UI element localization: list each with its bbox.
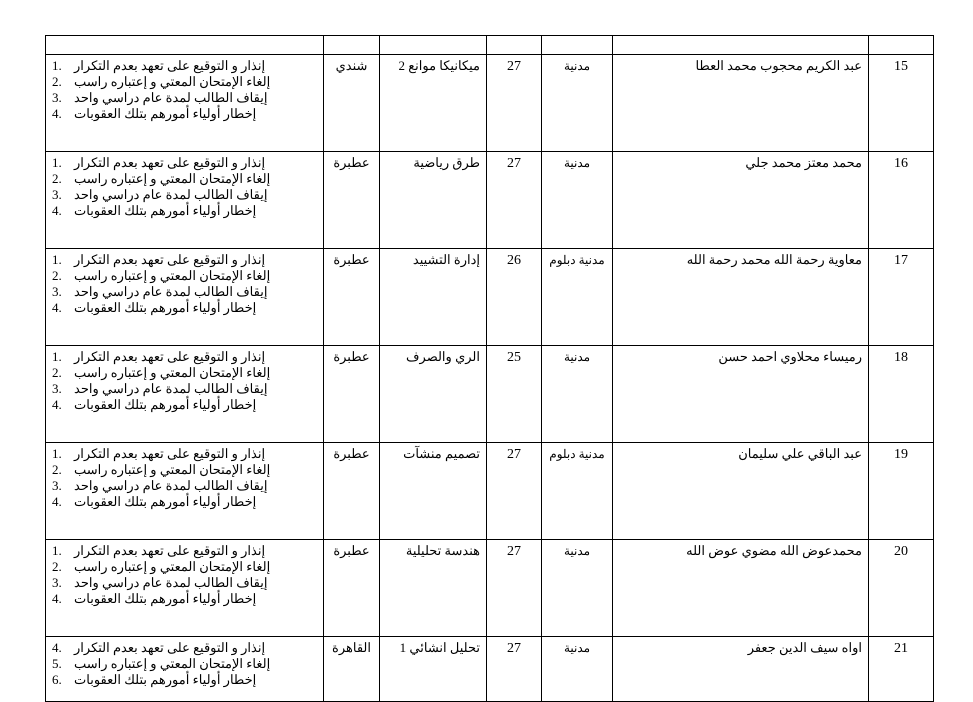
penalty-text: إنذار و التوقيع على تعهد بعدم التكرار [74,155,266,170]
penalty-text: إلغاء الإمتحان المعتي و إعتباره راسب [74,268,271,283]
program-type: مدنية [542,540,613,637]
penalties-cell [46,443,324,540]
penalty-number: 3. [52,575,62,590]
penalty-number: 2. [52,74,62,89]
score: 27 [487,443,542,540]
exam-center: عطبرة [324,443,380,540]
penalty-text: إيقاف الطالب لمدة عام دراسي واحد [74,90,268,105]
penalties-cell [46,152,324,249]
penalty-text: إلغاء الإمتحان المعتي و إعتباره راسب [74,559,271,574]
penalty-item [52,284,267,300]
penalty-item [52,74,270,90]
row-number: 19 [869,443,934,540]
penalty-item [52,656,270,672]
penalty-item [52,381,267,397]
table-row [46,443,934,540]
row-number: 20 [869,540,934,637]
penalty-item [52,365,270,381]
penalties-list [52,543,315,607]
penalty-item [52,90,267,106]
penalties-list [52,640,315,688]
row-number: 15 [869,55,934,152]
student-name: معاوية رحمة الله محمد رحمة الله [613,249,869,346]
exam-center: شندي [324,55,380,152]
penalty-number: 2. [52,559,62,574]
penalty-text: إلغاء الإمتحان المعتي و إعتباره راسب [74,74,271,89]
penalty-text: إنذار و التوقيع على تعهد بعدم التكرار [74,349,266,364]
penalty-number: 1. [52,446,62,461]
penalty-text: إيقاف الطالب لمدة عام دراسي واحد [74,284,268,299]
penalty-number: 4. [52,640,62,655]
penalty-text: إلغاء الإمتحان المعتي و إعتباره راسب [74,171,271,186]
penalties-cell [46,249,324,346]
student-name: عبد الكريم محجوب محمد العطا [613,55,869,152]
table-header-row [46,36,934,55]
penalty-number: 3. [52,187,62,202]
penalty-text: إخطار أولياء أمورهم بتلك العقوبات [74,300,257,315]
penalty-number: 3. [52,90,62,105]
penalties-cell [46,55,324,152]
penalty-item [52,672,256,688]
penalty-item [52,397,256,413]
penalty-number: 1. [52,155,62,170]
penalty-text: إخطار أولياء أمورهم بتلك العقوبات [74,494,257,509]
subject: هندسة تحليلية [380,540,487,637]
penalty-number: 2. [52,462,62,477]
subject: إدارة التشييد [380,249,487,346]
penalty-number: 4. [52,397,62,412]
penalty-text: إنذار و التوقيع على تعهد بعدم التكرار [74,58,266,73]
penalty-text: إلغاء الإمتحان المعتي و إعتباره راسب [74,365,271,380]
score: 26 [487,249,542,346]
exam-center: عطبرة [324,249,380,346]
penalty-number: 3. [52,381,62,396]
penalty-number: 4. [52,300,62,315]
program-type: مدنية [542,55,613,152]
score: 25 [487,346,542,443]
header-cell [613,36,869,55]
penalty-item [52,559,270,575]
penalty-item [52,268,270,284]
penalty-item [52,446,265,462]
score: 27 [487,55,542,152]
student-name: رميساء محلاوي احمد حسن [613,346,869,443]
header-cell [380,36,487,55]
penalty-item [52,575,267,591]
penalty-number: 1. [52,252,62,267]
header-cell [487,36,542,55]
penalty-item [52,155,265,171]
penalties-cell [46,346,324,443]
penalties-list [52,252,315,316]
penalties-list [52,349,315,413]
table-row [46,55,934,152]
penalties-list [52,58,315,122]
exam-center: عطبرة [324,346,380,443]
penalty-item [52,349,265,365]
penalty-number: 4. [52,203,62,218]
penalty-text: إخطار أولياء أمورهم بتلك العقوبات [74,672,257,687]
penalty-text: إيقاف الطالب لمدة عام دراسي واحد [74,381,268,396]
penalty-number: 4. [52,591,62,606]
subject: تصميم منشآت [380,443,487,540]
program-type: مدنية [542,637,613,702]
table-row [46,540,934,637]
penalty-number: 5. [52,656,62,671]
header-cell [46,36,324,55]
penalty-number: 4. [52,106,62,121]
penalty-item [52,300,256,316]
penalty-text: إيقاف الطالب لمدة عام دراسي واحد [74,478,268,493]
student-name: محمد معتز محمد جلي [613,152,869,249]
penalty-text: إخطار أولياء أمورهم بتلك العقوبات [74,591,257,606]
penalty-item [52,187,267,203]
penalties-cell [46,637,324,702]
penalty-number: 3. [52,478,62,493]
penalty-item [52,640,265,656]
program-type: مدنية دبلوم [542,443,613,540]
penalties-cell [46,540,324,637]
penalty-text: إنذار و التوقيع على تعهد بعدم التكرار [74,640,266,655]
penalty-text: إيقاف الطالب لمدة عام دراسي واحد [74,187,268,202]
penalties-list [52,155,315,219]
header-cell [542,36,613,55]
penalty-item [52,591,256,607]
student-name: عبد الباقي علي سليمان [613,443,869,540]
subject: تحليل انشائي 1 [380,637,487,702]
table-row [46,152,934,249]
row-number: 18 [869,346,934,443]
table-row [46,346,934,443]
table-row [46,249,934,346]
penalty-text: إخطار أولياء أمورهم بتلك العقوبات [74,106,257,121]
program-type: مدنية [542,152,613,249]
penalty-text: إلغاء الإمتحان المعتي و إعتباره راسب [74,462,271,477]
penalty-item [52,478,267,494]
subject: طرق رياضية [380,152,487,249]
penalty-item [52,462,270,478]
penalty-number: 2. [52,268,62,283]
students-table [45,35,934,702]
table-row [46,637,934,702]
penalty-number: 1. [52,349,62,364]
header-cell [324,36,380,55]
student-name: اواه سيف الدين جعفر [613,637,869,702]
penalties-list [52,446,315,510]
penalty-text: إخطار أولياء أمورهم بتلك العقوبات [74,397,257,412]
header-cell [869,36,934,55]
subject: ميكانيكا موانع 2 [380,55,487,152]
penalty-item [52,58,265,74]
score: 27 [487,152,542,249]
student-name: محمدعوض الله مضوي عوض الله [613,540,869,637]
program-type: مدنية دبلوم [542,249,613,346]
score: 27 [487,637,542,702]
penalty-text: إلغاء الإمتحان المعتي و إعتباره راسب [74,656,271,671]
penalty-item [52,494,256,510]
row-number: 17 [869,249,934,346]
row-number: 21 [869,637,934,702]
penalty-number: 3. [52,284,62,299]
row-number: 16 [869,152,934,249]
subject: الري والصرف [380,346,487,443]
penalty-number: 1. [52,58,62,73]
penalty-number: 6. [52,672,62,687]
penalty-text: إنذار و التوقيع على تعهد بعدم التكرار [74,252,266,267]
penalty-text: إنذار و التوقيع على تعهد بعدم التكرار [74,446,266,461]
exam-center: عطبرة [324,152,380,249]
penalty-item [52,252,265,268]
penalty-text: إيقاف الطالب لمدة عام دراسي واحد [74,575,268,590]
penalty-number: 2. [52,171,62,186]
program-type: مدنية [542,346,613,443]
penalty-item [52,106,256,122]
score: 27 [487,540,542,637]
penalty-item [52,543,265,559]
penalty-text: إنذار و التوقيع على تعهد بعدم التكرار [74,543,266,558]
exam-center: عطبرة [324,540,380,637]
exam-center: القاهرة [324,637,380,702]
penalty-number: 4. [52,494,62,509]
penalty-text: إخطار أولياء أمورهم بتلك العقوبات [74,203,257,218]
penalty-number: 2. [52,365,62,380]
penalty-item [52,171,270,187]
penalty-number: 1. [52,543,62,558]
penalty-item [52,203,256,219]
